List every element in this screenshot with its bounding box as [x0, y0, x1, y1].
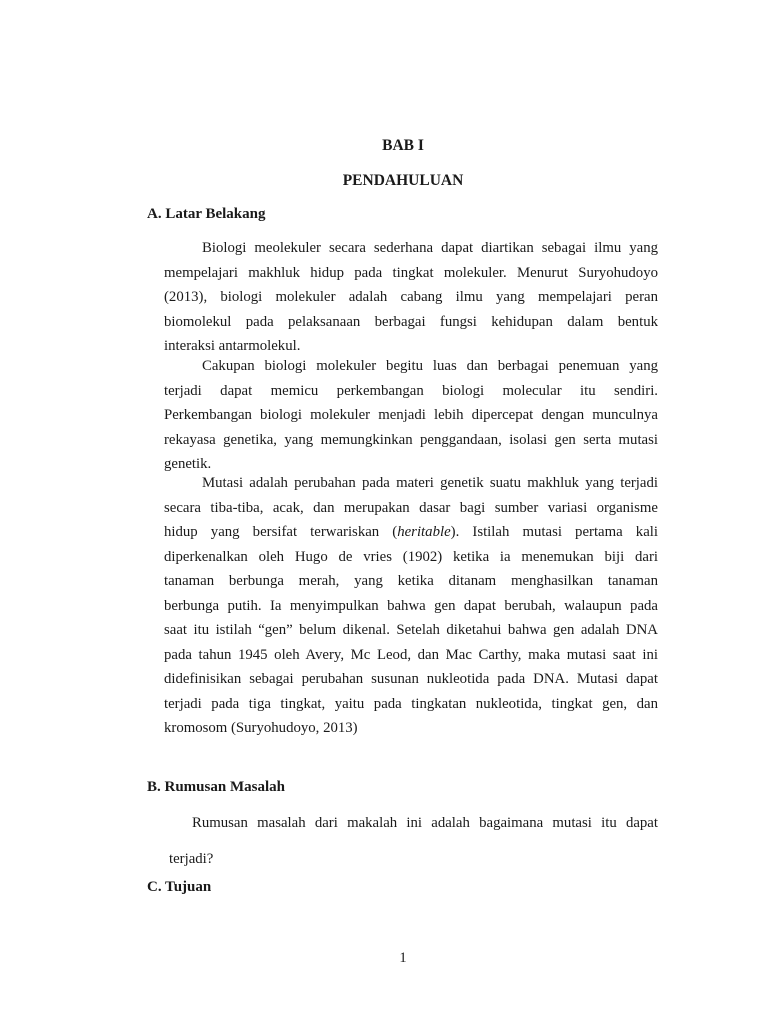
section-b-heading: B. Rumusan Masalah [147, 779, 285, 795]
paragraph-line: Biologi meolekuler secara sederhana dapat diartikan sebagai ilmu yang [202, 240, 658, 256]
paragraph-line: biomolekul pada pelaksanaan berbagai fungsi kehidupan dalam bentuk [164, 313, 658, 330]
paragraph-line: mempelajari makhluk hidup pada tingkat molekuler. Menurut Suryohudoyo [164, 264, 658, 281]
chapter-title: PENDAHULUAN [342, 172, 464, 189]
paragraph-line: terjadi pada tiga tingkat, yaitu pada tingkatan nukleotida, tingkat gen, dan [164, 695, 658, 712]
paragraph-line: kromosom (Suryohudoyo, 2013) [164, 720, 358, 736]
paragraph-line: tanaman berbunga merah, yang ketika ditanam menghasilkan tanaman [164, 573, 658, 589]
paragraph-3 [164, 471, 658, 741]
page-number: 1 [399, 950, 407, 966]
paragraph-line: Rumusan masalah dari makalah ini adalah bagaimana mutasi itu dapat [192, 815, 658, 831]
paragraph-2 [164, 354, 658, 477]
paragraph-line: Cakupan biologi molekuler begitu luas dan berbagai penemuan yang [202, 358, 658, 374]
paragraph-line: rekayasa genetika, yang memungkinkan penggandaan, isolasi gen serta mutasi [164, 431, 658, 448]
paragraph-line: pada tahun 1945 oleh Avery, Mc Leod, dan Mac Carthy, maka mutasi saat ini [164, 646, 658, 663]
paragraph-line: diperkenalkan oleh Hugo de vries (1902) ketika ia menemukan biji dari [164, 548, 658, 565]
paragraph-line: terjadi? [169, 851, 214, 867]
chapter-number: BAB I [382, 137, 424, 154]
paragraph-line: interaksi antarmolekul. [164, 338, 301, 354]
line-text-before: hidup yang bersifat terwariskan ( [164, 524, 398, 540]
paragraph-line: berbunga putih. Ia menyimpulkan bahwa gen dapat berubah, walaupun pada [164, 597, 658, 614]
line-text-after: ). Istilah mutasi pertama kali [450, 524, 658, 540]
paragraph-line: Perkembangan biologi molekuler menjadi lebih dipercepat dengan munculnya [164, 407, 658, 423]
paragraph-line: (2013), biologi molekuler adalah cabang ilmu yang mempelajari peran [164, 289, 658, 305]
section-a-heading: A. Latar Belakang [147, 206, 266, 222]
italic-term: heritable [397, 524, 451, 540]
paragraph-line-italic [164, 520, 658, 545]
paragraph-1 [164, 236, 658, 359]
paragraph-rumusan [164, 811, 658, 883]
section-c-heading: C. Tujuan [147, 879, 212, 895]
paragraph-line: didefinisikan sebagai perubahan susunan nukleotida pada DNA. Mutasi dapat [164, 671, 658, 687]
paragraph-line: terjadi dapat memicu perkembangan biologi molecular itu sendiri. [164, 382, 658, 399]
paragraph-line: secara tiba-tiba, acak, dan merupakan dasar bagi sumber variasi organisme [164, 499, 658, 516]
paragraph-line: genetik. [164, 456, 212, 472]
paragraph-line: saat itu istilah “gen” belum dikenal. Setelah diketahui bahwa gen adalah DNA [164, 622, 658, 638]
paragraph-line: Mutasi adalah perubahan pada materi genetik suatu makhluk yang terjadi [202, 475, 658, 491]
